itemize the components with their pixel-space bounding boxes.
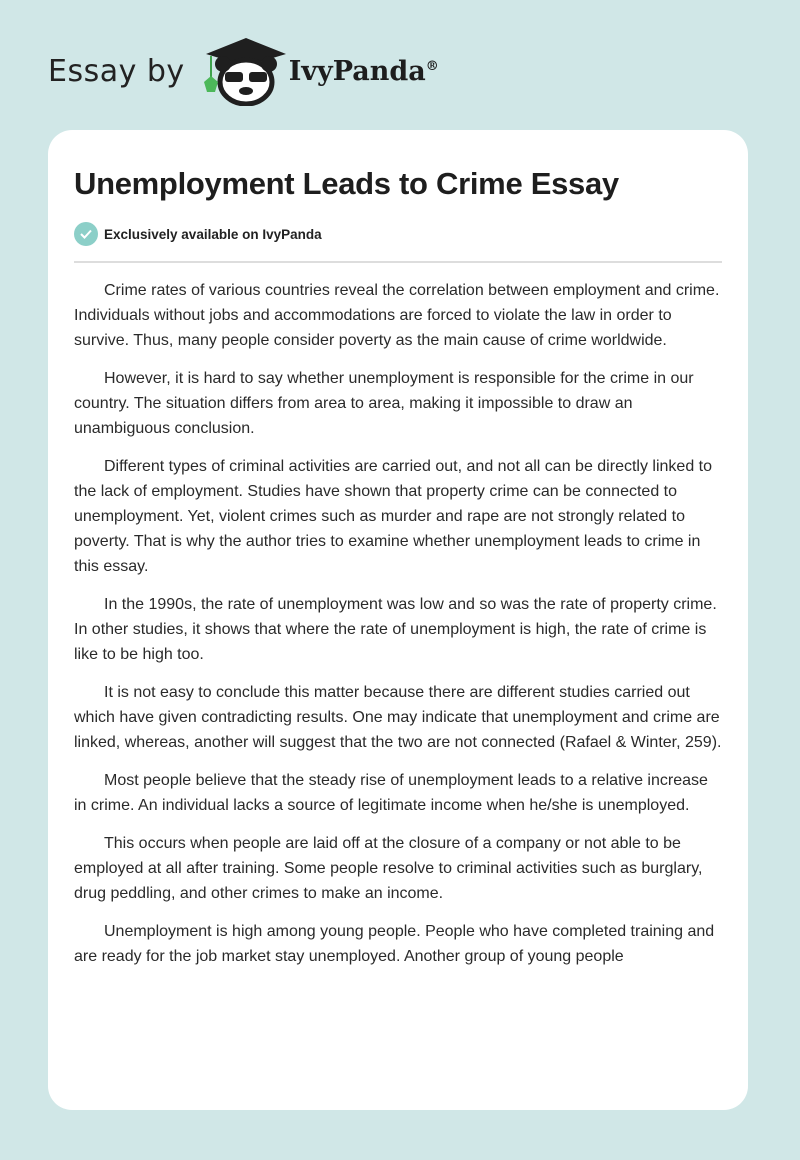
- essay-card: [48, 130, 748, 1110]
- paragraph: Unemployment is high among young people. People who have completed training and are ready for the job market stay unemployed. Another group of young people: [74, 923, 715, 965]
- ivypanda-logo-icon[interactable]: [201, 36, 291, 106]
- brand-name: IvyPanda®: [288, 55, 439, 87]
- site-header: [48, 36, 439, 106]
- check-icon: [74, 222, 98, 246]
- divider: [74, 261, 722, 263]
- paragraph: This occurs when people are laid off at the closure of a company or not able to be employed at all after training. Some people resolve to criminal activities such as burglary, drug peddling, and other crimes to make an income.: [74, 835, 703, 902]
- page-title: Unemployment Leads to Crime Essay: [74, 166, 619, 201]
- essay-by-label: Essay by: [48, 53, 185, 89]
- paragraph: Different types of criminal activities are carried out, and not all can be directly linked to the lack of employment. Studies have shown that property crime can be connected to unemployment. Yet, violent crimes such as murder and rape are not strongly related to poverty. That is why the author tries to examine whether unemployment leads to crime in this essay.: [74, 458, 712, 575]
- paragraph: In the 1990s, the rate of unemployment was low and so was the rate of property crime. In other studies, it shows that where the rate of unemployment is high, the rate of crime is like to be high too.: [74, 596, 717, 663]
- paragraph: Most people believe that the steady rise of unemployment leads to a relative increase in crime. An individual lacks a source of legitimate income when he/she is unemployed.: [74, 772, 708, 814]
- paragraph: It is not easy to conclude this matter because there are different studies carried out which have given contradicting results. One may indicate that unemployment and crime are linked, whereas, another will suggest that the two are not connected (Rafael & Winter, 259).: [74, 684, 722, 751]
- paragraph: Crime rates of various countries reveal the correlation between employment and crime. Individuals without jobs and accommodations are forced to violate the law in order to survive. Thus, many people consider poverty as the main cause of crime worldwide.: [74, 282, 720, 349]
- badge-text: Exclusively available on IvyPanda: [104, 226, 322, 242]
- exclusive-badge: [74, 222, 322, 246]
- essay-body: [74, 278, 724, 982]
- paragraph: However, it is hard to say whether unemployment is responsible for the crime in our country. The situation differs from area to area, making it impossible to draw an unambiguous conclusion.: [74, 370, 694, 437]
